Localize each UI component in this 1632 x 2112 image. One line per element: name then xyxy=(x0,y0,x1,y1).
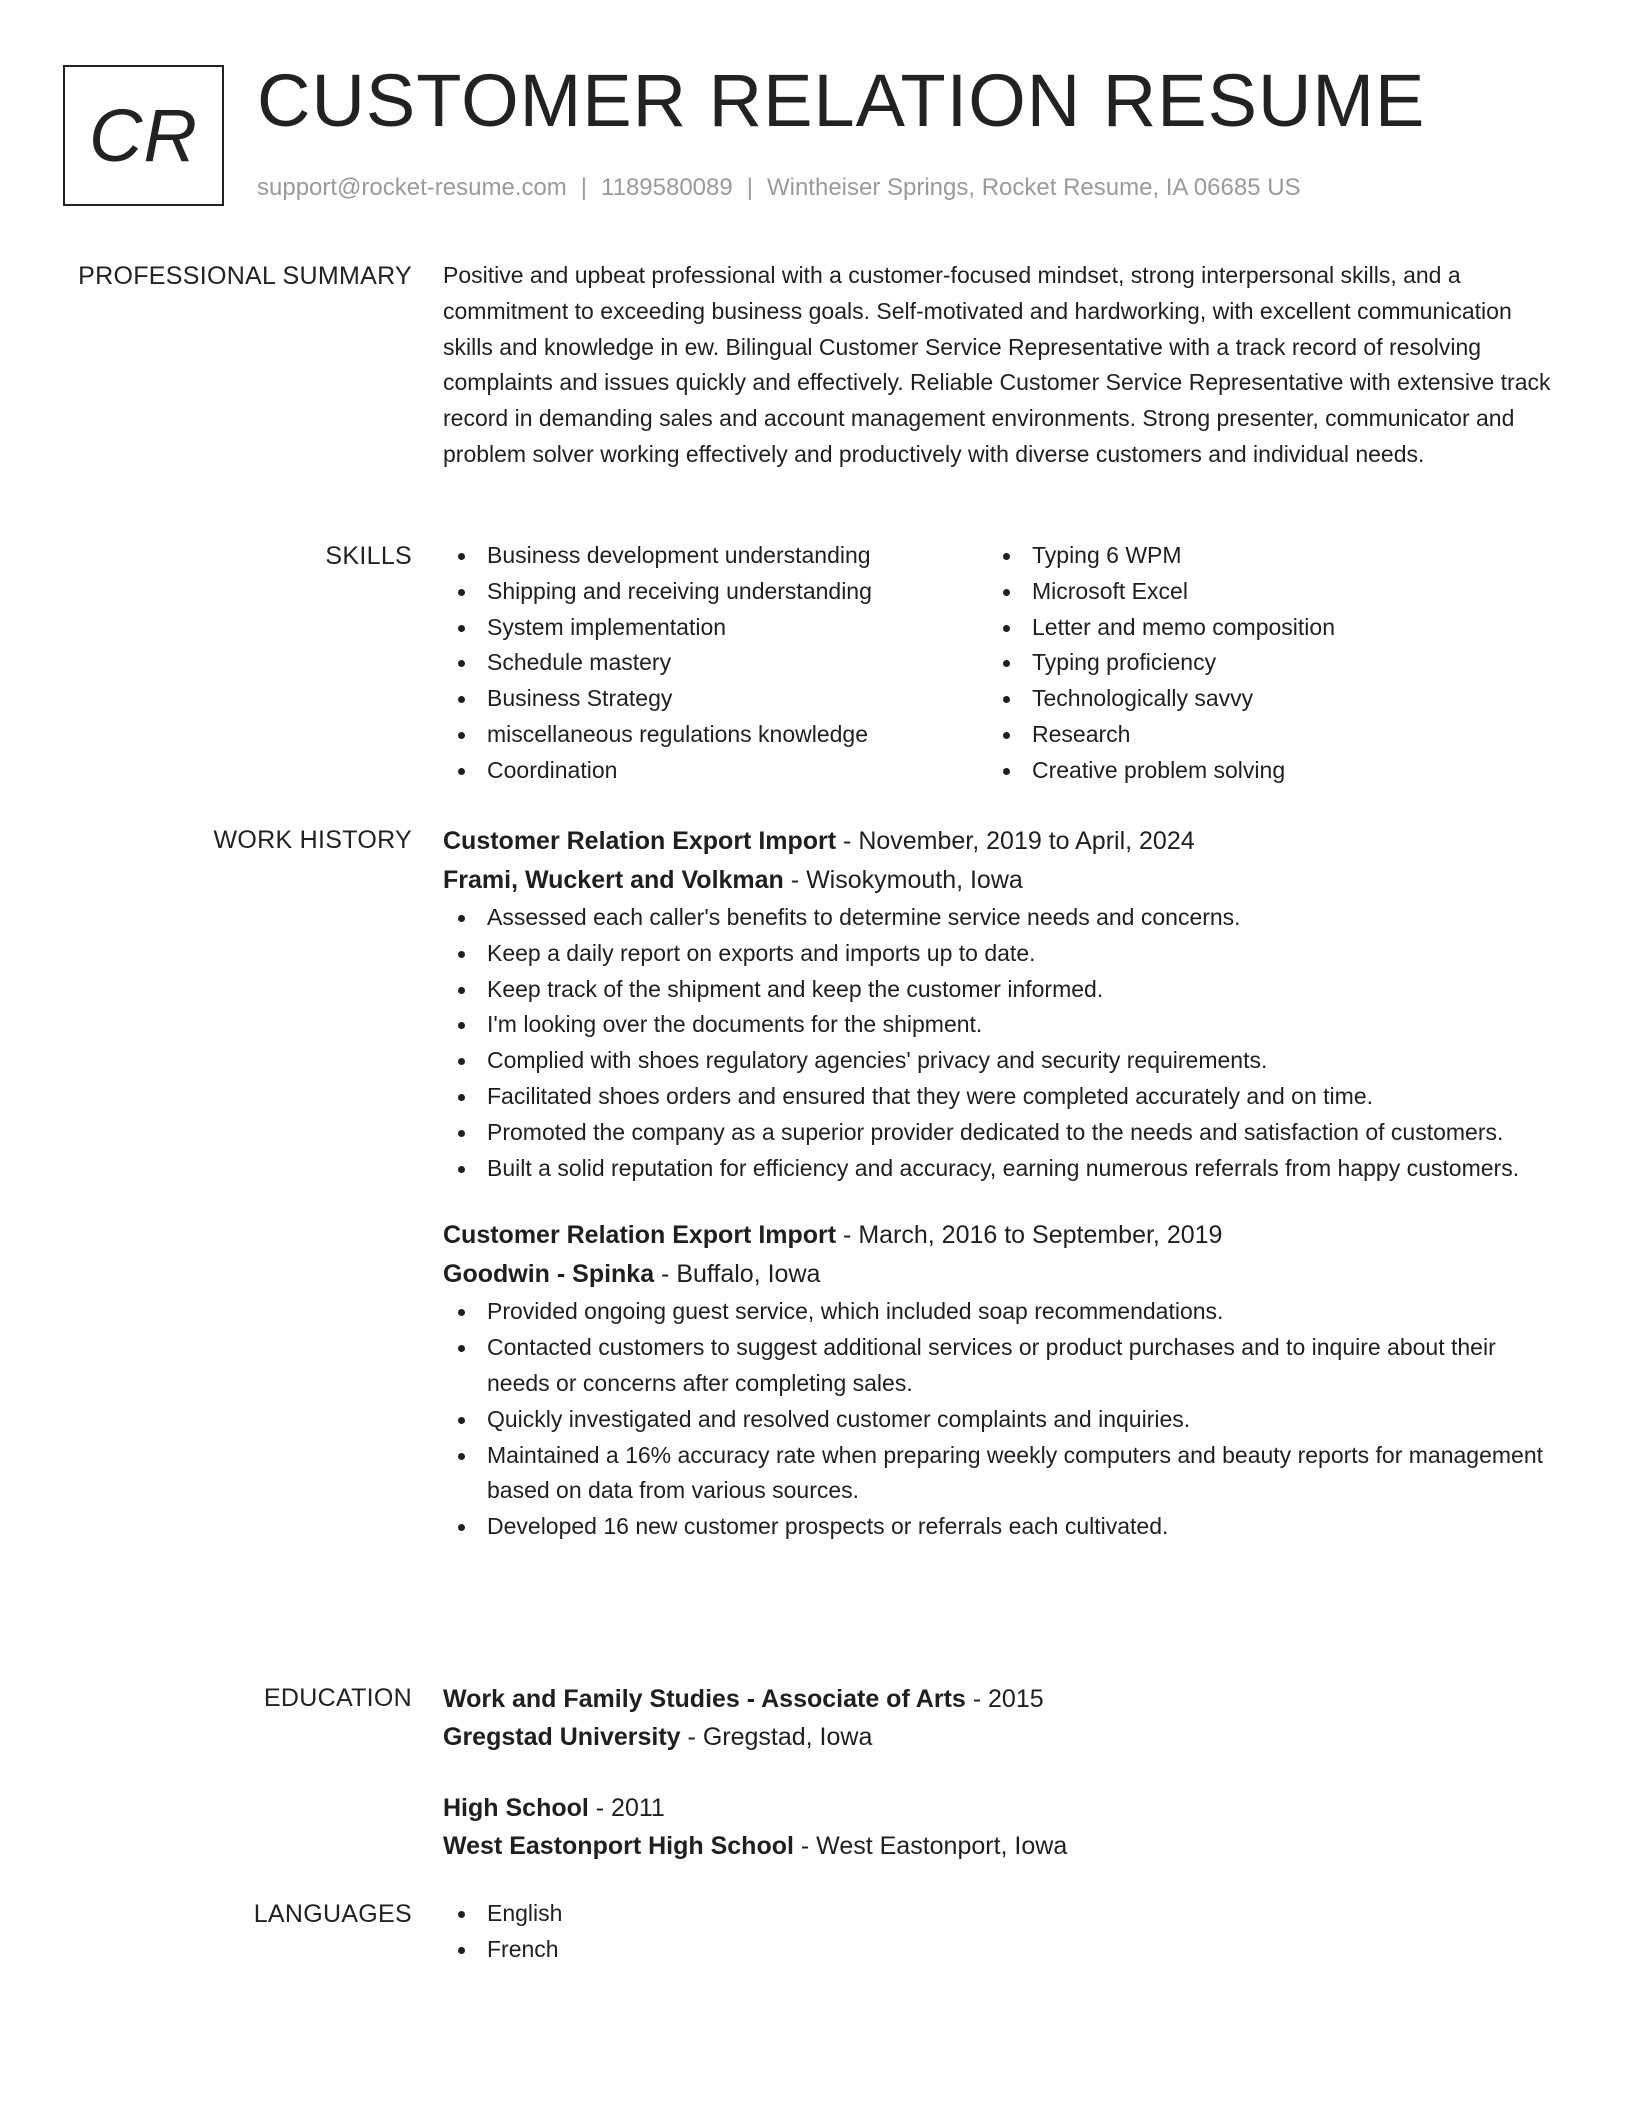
skill-item: Shipping and receiving understanding xyxy=(443,574,988,610)
edu-year: 2015 xyxy=(988,1685,1044,1713)
language-item: French xyxy=(443,1932,1553,1968)
edu-school-line xyxy=(443,1827,1553,1865)
skill-item: System implementation xyxy=(443,610,988,646)
summary-body xyxy=(443,258,1553,473)
skill-item: Typing 6 WPM xyxy=(988,538,1533,574)
education-entry xyxy=(443,1680,1553,1756)
monogram-box xyxy=(63,65,224,206)
job-entry xyxy=(443,1216,1553,1545)
contact-email: support@rocket-resume.com xyxy=(257,174,567,201)
edu-degree: High School xyxy=(443,1794,589,1822)
skills-list-left xyxy=(443,538,988,789)
skill-item: Business development understanding xyxy=(443,538,988,574)
contact-line xyxy=(257,173,1301,203)
monogram-initials: CR xyxy=(89,94,198,177)
skills-body xyxy=(443,538,1553,789)
edu-location: West Eastonport, Iowa xyxy=(816,1832,1068,1860)
edu-school-line xyxy=(443,1718,1553,1756)
skill-item: Letter and memo composition xyxy=(988,610,1533,646)
summary-text: Positive and upbeat professional with a customer-focused mindset, strong interpersonal skills, and a commitment to exceeding business goals. Self-motivated and hardworking, with excellent communication skills and knowledge in ew. Bilingual Customer Service Representative with a track record of resolving complaints and issues quickly and effectively. Reliable Customer Service Representative with extensive track record in demanding sales and account management environments. Strong presenter, communicator and problem solver working effectively and productively with diverse customers and individual needs. xyxy=(443,262,1551,467)
resume-title: CUSTOMER RELATION RESUME xyxy=(257,59,1426,142)
duty-item: Quickly investigated and resolved customer complaints and inquiries. xyxy=(443,1402,1553,1438)
job-company-line xyxy=(443,861,1553,900)
section-label-summary: PROFESSIONAL SUMMARY xyxy=(78,262,412,290)
education-body xyxy=(443,1680,1553,1865)
duty-item: Keep a daily report on exports and imports up to date. xyxy=(443,936,1553,972)
job-company: Goodwin - Spinka xyxy=(443,1260,655,1289)
edu-degree-line xyxy=(443,1680,1553,1718)
duty-item: Developed 16 new customer prospects or referrals each cultivated. xyxy=(443,1509,1553,1545)
skill-item: Business Strategy xyxy=(443,681,988,717)
dash: - xyxy=(783,866,807,894)
contact-address: Wintheiser Springs, Rocket Resume, IA 06685 US xyxy=(766,174,1301,201)
job-duties xyxy=(443,900,1553,1186)
skill-item: Microsoft Excel xyxy=(988,574,1533,610)
languages-list xyxy=(443,1896,1553,1968)
job-title: Customer Relation Export Import xyxy=(443,1221,837,1250)
job-dates: March, 2016 to September, 2019 xyxy=(858,1221,1223,1250)
duty-item: Assessed each caller's benefits to determine service needs and concerns. xyxy=(443,900,1553,936)
edu-degree: Work and Family Studies - Associate of Arts xyxy=(443,1685,966,1713)
skill-item: Schedule mastery xyxy=(443,645,988,681)
duty-item: Built a solid reputation for efficiency and accuracy, earning numerous referrals from happy customers. xyxy=(443,1151,1553,1187)
duty-item: I'm looking over the documents for the shipment. xyxy=(443,1007,1553,1043)
edu-location: Gregstad, Iowa xyxy=(702,1723,873,1751)
contact-separator: | xyxy=(580,174,588,201)
skill-item: Coordination xyxy=(443,753,988,789)
skill-item: miscellaneous regulations knowledge xyxy=(443,717,988,753)
dash: - xyxy=(965,1685,989,1713)
job-dates: November, 2019 to April, 2024 xyxy=(858,827,1195,855)
job-title-line xyxy=(443,822,1553,861)
languages-body xyxy=(443,1896,1553,1968)
duty-item: Facilitated shoes orders and ensured that they were completed accurately and on time. xyxy=(443,1079,1553,1115)
skill-item: Typing proficiency xyxy=(988,645,1533,681)
edu-school: West Eastonport High School xyxy=(443,1832,794,1860)
edu-year: 2011 xyxy=(611,1794,665,1822)
job-title: Customer Relation Export Import xyxy=(443,827,837,855)
section-label-work: WORK HISTORY xyxy=(213,826,412,854)
dash: - xyxy=(680,1723,703,1751)
skills-list-right xyxy=(988,538,1533,789)
dash: - xyxy=(836,827,859,855)
duty-item: Provided ongoing guest service, which included soap recommendations. xyxy=(443,1294,1553,1330)
skill-item: Creative problem solving xyxy=(988,753,1533,789)
skills-grid xyxy=(443,538,1553,789)
job-entry xyxy=(443,822,1553,1186)
duty-item: Maintained a 16% accuracy rate when preparing weekly computers and beauty reports for management based on data from various sources. xyxy=(443,1438,1553,1510)
edu-degree-line xyxy=(443,1789,1553,1827)
dash: - xyxy=(793,1832,817,1860)
section-label-languages: LANGUAGES xyxy=(253,1900,412,1928)
language-item: English xyxy=(443,1896,1553,1932)
work-body xyxy=(443,822,1553,1545)
job-title-line xyxy=(443,1216,1553,1255)
job-location: Buffalo, Iowa xyxy=(676,1260,821,1289)
section-label-education: EDUCATION xyxy=(263,1684,412,1712)
dash: - xyxy=(836,1221,859,1250)
skill-item: Research xyxy=(988,717,1533,753)
duty-item: Keep track of the shipment and keep the customer informed. xyxy=(443,972,1553,1008)
dash: - xyxy=(654,1260,677,1289)
education-entry xyxy=(443,1789,1553,1865)
section-label-skills: SKILLS xyxy=(325,542,412,570)
duty-item: Promoted the company as a superior provider dedicated to the needs and satisfaction of customers. xyxy=(443,1115,1553,1151)
contact-phone: 1189580089 xyxy=(601,174,733,201)
job-company-line xyxy=(443,1255,1553,1294)
duty-item: Contacted customers to suggest additional services or product purchases and to inquire about their needs or concerns after completing sales. xyxy=(443,1330,1553,1402)
job-location: Wisokymouth, Iowa xyxy=(806,866,1023,894)
skill-item: Technologically savvy xyxy=(988,681,1533,717)
job-duties xyxy=(443,1294,1553,1545)
edu-school: Gregstad University xyxy=(443,1723,681,1751)
duty-item: Complied with shoes regulatory agencies' privacy and security requirements. xyxy=(443,1043,1553,1079)
dash: - xyxy=(588,1794,612,1822)
contact-separator: | xyxy=(746,174,753,201)
job-company: Frami, Wuckert and Volkman xyxy=(443,866,784,894)
